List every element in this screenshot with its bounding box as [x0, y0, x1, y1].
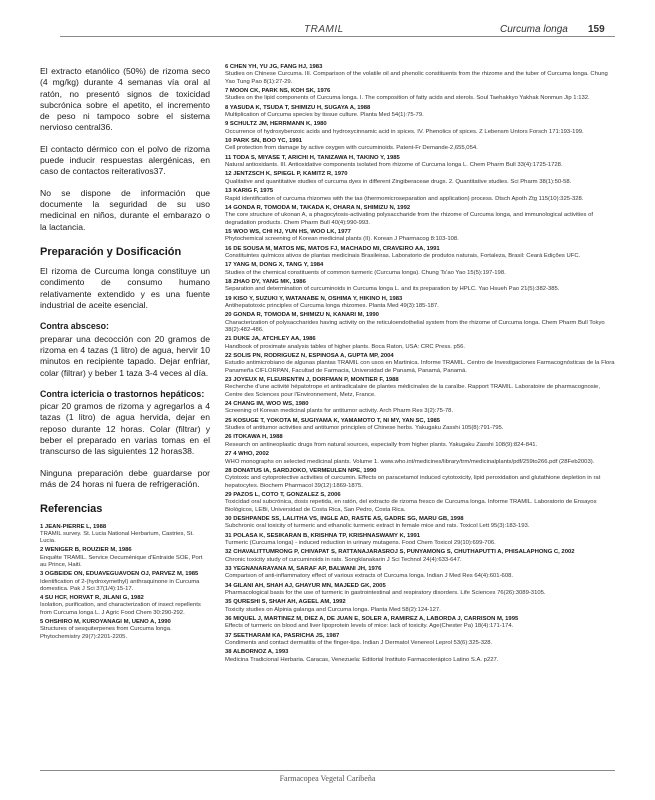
reference-head: 25 KOSUGE T, YOKOTA M, SUGIYAMA K, YAMAMOTO T, NI MY, YAN SC, 1985	[225, 417, 441, 424]
reference-item	[225, 262, 617, 277]
reference-head: 1 JEAN-PIERRE L, 1988	[40, 523, 107, 530]
series-title: TRAMIL	[304, 24, 344, 35]
species-title: Curcuma longa	[500, 24, 568, 35]
reference-item	[225, 599, 617, 614]
prep-subheading: Contra ictericia o trastornos hepáticos:	[40, 388, 205, 399]
reference-item	[225, 246, 617, 261]
reference-item	[225, 229, 617, 244]
reference-head: 8 YASUDA K, TSUDA T, SHIMIZU H, SUGAYA A, 1988	[225, 104, 371, 111]
section-heading-references: Referencias	[40, 503, 103, 516]
header-rule	[60, 36, 615, 37]
reference-body: Natural antioxidants. III. Antioxidative components isolated from rhizome of Curcuma longa L. Chem Pharm Bull 33(4):1725-1728.	[225, 162, 563, 169]
reference-body: Research on antineoplastic drugs from natural sources, especially from higher plants. Yakugaku Zasshi 108(9):824-841.	[225, 441, 538, 448]
reference-head: 17 YANG M, DONG X, TANG Y, 1984	[225, 262, 324, 269]
reference-item	[225, 105, 617, 120]
reference-body: Structures of sesquiterpenes from Curcuma longa. Phytochemistry 29(7):2201-2205.	[40, 626, 172, 640]
reference-head: 3 OGBEIDE ON, EDUAVEGUAVOEN OJ, PARVEZ M, 1985	[40, 571, 199, 578]
reference-item	[225, 401, 617, 416]
reference-body: Effects of turmeric on blood and liver lipoprotein levels of mice: lack of toxicity. Age(Chester Pa) 18(4):171-174.	[225, 623, 514, 630]
reference-item	[225, 583, 617, 598]
reference-body: Subchronic oral toxicity of turmeric and ethanolic turmeric extract in female mice and rats. Toxicol Lett 95(3):183-193.	[225, 523, 530, 530]
reference-head: 27 4 WHO, 2002	[225, 451, 269, 458]
reference-head: 5 OHSHIRO M, KUROYANAGI M, UENO A, 1990	[40, 619, 171, 626]
reference-body: Separation and determination of curcuminoids in Curcuma longa L. and its preparation by HPLC. Yao Hsueh Pao 21(5):382-385.	[225, 286, 560, 293]
reference-body: TRAMIL survey. St. Lucia National Herbarium, Castries, St. Lucia.	[40, 530, 194, 545]
reference-head: 38 ALBORNOZ A, 1993	[225, 649, 289, 656]
reference-head: 4 SU HCF, HORVAT R, JILANI G, 1982	[40, 595, 144, 602]
reference-item	[40, 524, 210, 546]
paragraph: El extracto etanólico (50%) de rizoma seco (4 mg/kg) durante 4 semanas vía oral al ratón, no presentó signos de toxicidad subcrónica sobre el apetito, el incremento de peso ni tampoco sobre el sistema nervioso central36.	[40, 66, 210, 133]
reference-item	[225, 88, 617, 103]
reference-head: 16 DE SOUSA M, MATOS ME, MATOS FJ, MACHADO MI, CRAVEIRO AA, 1991	[225, 245, 440, 252]
reference-body: Pharmacological basis for the use of turmeric in gastrointestinal and respiratory disorders. Life Sciences 76(26):3089-3105.	[225, 590, 546, 596]
reference-body: Studies of antitumor activities and antitumor principles of Chinese herbs. Yakugaku Zasshi 105(8):791-795.	[225, 425, 504, 432]
reference-list-left	[40, 524, 210, 641]
reference-head: 36 MIQUEL J, MARTINEZ M, DIEZ A, DE JUAN E, SOLER A, RAMIREZ A, LABORDA J, CARRISON M, 1995	[225, 616, 519, 623]
reference-item	[225, 312, 617, 334]
prep-warning: Ninguna preparación debe guardarse por más de 24 horas ni fuera de refrigeración.	[40, 467, 210, 489]
reference-head: 6 CHEN YH, YU JG, FANG HJ, 1983	[225, 64, 323, 70]
reference-body: The core structure of ukonan A, a phagocytosis-activating polysaccharide from the rhizome of Curcuma longa, and immunological activities of degradation products. Chem Pharm Bull 40(4):990-993.	[225, 212, 594, 226]
reference-head: 21 DUKE JA, ATCHLEY AA, 1986	[225, 336, 316, 343]
reference-item	[225, 633, 617, 648]
reference-head: 14 GONDA R, TOMODA M, TAKADA K, OHARA N, SHIMIZU N, 1992	[225, 204, 411, 211]
prep-subheading: Contra absceso:	[40, 321, 109, 332]
reference-head: 18 ZHAO DY, YANG MK, 1986	[225, 278, 306, 285]
reference-item	[225, 616, 617, 631]
reference-head: 30 DESHPANDE SS, LALITHA VS, INGLE AD, RASTE AS, GADRE SG, MARU GB, 1998	[225, 515, 464, 522]
prep-intro: El rizoma de Curcuma longa constituye un condimento de consumo humano relativamente extendido y es una fuente industrial de aceite esencial.	[40, 266, 210, 311]
reference-head: 37 SEETHARAM KA, PASRICHA JS, 1987	[225, 632, 340, 639]
reference-item	[225, 468, 617, 490]
reference-body: Studies on Chinese Curcuma. III. Comparison of the volatile oil and phenolic constituents from the rhizome and the tuber of Curcuma longa. Chung Yao Tung Pao 8(1):27-29.	[225, 71, 608, 85]
reference-body: Characterization of polysaccharides having activity on the reticuloendothelial system from the rhizome of Curcuma longa. Chem Pharm Bull Tokyo 38(2):482-486.	[225, 319, 605, 333]
right-column-references	[225, 64, 617, 666]
left-column	[40, 66, 210, 643]
reference-head: 31 POLASA K, SESIKARAN B, KRISHNA TP, KRISHNASWAMY K, 1991	[225, 532, 421, 539]
reference-body: WHO monographs on selected medicinal plants. Volume 1. www.who.int/medicines/library/trm/medicinalplants/pdf/259to266.pdf (28Feb2003).	[225, 458, 595, 465]
reference-head: 2 WENIGER B, ROUZIER M, 1986	[40, 547, 132, 554]
reference-item	[225, 121, 617, 136]
reference-body: Screening of Korean medicinal plants for antitumor activity. Arch Pharm Res 3(2):75-78.	[225, 408, 454, 415]
prep-text: picar 20 gramos de rizoma y agregarlos a 4 tazas (1 litro) de agua hervida, dejar en reposo durante 12 horas. Colar (filtrar) y beber el preparado en varias tomas en el transcurso de las siguientes 12 horas38.	[40, 401, 210, 457]
reference-body: Recherche d'une activité hépatotrope et antiradicalaire de plantes médicinales de la caraïbe. Rapport TRAMIL. Laboratoire de pharmacognosie, Centre des Sciences pour l'Environnement, Metz, France.	[225, 384, 600, 398]
reference-body: Turmeric (Curcuma longa) - induced reduction in urinary mutagens. Food Chem Toxicol 29(10):699-706.	[225, 539, 496, 546]
reference-item	[225, 171, 617, 186]
reference-body: Multiplication of Curcuma species by tissue culture. Planta Med 54(1):75-79.	[225, 112, 424, 119]
reference-head: 29 PAZOS L, COTO T, GONZALEZ S, 2006	[225, 491, 341, 498]
reference-item	[225, 451, 617, 466]
reference-head: 35 QURESHI S, SHAH AH, AGEEL AM, 1992	[225, 599, 346, 606]
reference-head: 23 JOYEUX M, FLEURENTIN J, DORFMAN P, MONTIER F, 1988	[225, 377, 399, 384]
reference-item	[225, 138, 617, 153]
reference-head: 28 DONATUS IA, SARDJOKO, VERMEULEN NPE, 1990	[225, 467, 377, 474]
reference-head: 10 PARK SN, BOO YC, 1991	[225, 138, 303, 145]
reference-body: Comparison of anti-inflammatory effect of various extracts of Curcuma longa. Indian J Med Res 64(4):601-608.	[225, 573, 514, 580]
paragraph: No se dispone de información que documente la seguridad de su uso medicinal en niños, durante el embarazo o la lactancia.	[40, 187, 210, 232]
reference-body: Enquête TRAMIL. Service Oecuménique d'Entraide SOE, Port au Prince, Haiti.	[40, 554, 203, 568]
page-header	[0, 0, 655, 56]
reference-item	[225, 418, 617, 433]
reference-body: Studies on the lipid components of Curcuma longa. I. The composition of fatty acids and sterols. Soul Taehakkyo Yakhak Nonmun Jip 1:132.	[225, 95, 590, 102]
reference-head: 26 ITOKAWA H, 1988	[225, 434, 283, 441]
reference-body: Qualitative and quantitative studies of curcuma dyes in different Zingiberaceae drugs. 2. Quantitative studies. Sci Pharm 38(1):50-58.	[225, 178, 572, 185]
reference-head: 34 GILANI AH, SHAH AJ, GHAYUR MN, MAJEED GK, 2005	[225, 582, 386, 589]
footer-title: Farmacopea Vegetal Caribeña	[279, 774, 376, 783]
section-heading-preparation: Preparación y Dosificación	[40, 245, 182, 258]
reference-item	[225, 377, 617, 399]
reference-item	[225, 336, 617, 351]
reference-head: 33 YEGNANARAYANA M, SARAF AP, BALWANI JH, 1976	[225, 565, 382, 572]
reference-head: 9 SCHULTZ JM, HERRMANN K, 1980	[225, 121, 327, 128]
reference-item	[225, 296, 617, 311]
reference-item	[40, 571, 210, 593]
paragraph: El contacto dérmico con el polvo de rizoma puede inducir respuestas alergénicas, en caso de contactos reiterativos37.	[40, 143, 210, 177]
reference-item	[225, 434, 617, 449]
prep-text: preparar una decocción con 20 gramos de rizoma en 4 tazas (1 litro) de agua, hervir 10 minutos en recipiente tapado. Dejar enfriar, colar (filtrar) y beber 1 taza 3-4 veces al día.	[40, 333, 210, 378]
reference-item	[225, 492, 617, 514]
reference-body: Toxicidad oral subcrónica, dosis repetida, en ratón, del extracto de rizoma fresco de Curcuma longa. Informe TRAMIL. Laboratorio de Ensayos Biológicos, LEBi, Universidad de Costa Rica, San Pedro, Costa Rica.	[225, 499, 597, 513]
reference-body: Toxicity studies on Alpinia galanga and Curcuma longa. Planta Med 58(2):124-127.	[225, 606, 441, 613]
reference-head: 32 CHAVALITTUMRONG P, CHIVAPAT S, RATTANAJARASROJ S, PUNYAMONG S, CHUTHAPUTTI A, PHISALAPHONG C, 2002	[225, 549, 575, 556]
reference-item	[40, 619, 210, 641]
footer-rule	[40, 770, 615, 771]
reference-body: Estudio antimicrobiano de algunas plantas TRAMIL con usos en Martinica. Informe TRAMIL. Centro de Investigaciones Farmacognósticas de la Flora Panameña CIFLORPAN, Facultad de Farmacia, Universidad de Panamá, Panamá, Panamá.	[225, 360, 615, 374]
reference-body: Isolation, purification, and characterization of insect repellents from Curcuma longa L. J Agric Food Chem 30:290-292.	[40, 602, 201, 616]
reference-item	[225, 549, 617, 564]
reference-body: Occurrence of hydroxybenzoic acids and hydroxycinnamic acid in spices. IV. Phenolics of spices. Z Lebensm Untors Forsch 171:193-199.	[225, 128, 584, 135]
reference-head: 22 SOLIS PN, RODRIGUEZ N, ESPINOSA A, GUPTA MP, 2004	[225, 353, 394, 360]
reference-item	[225, 205, 617, 227]
reference-head: 13 KARIG F, 1975	[225, 188, 274, 195]
reference-item	[225, 649, 617, 664]
page-number: 159	[588, 24, 605, 35]
reference-item	[40, 547, 210, 569]
reference-item	[225, 279, 617, 294]
reference-body: Phytochemical screening of Korean medicinal plants (II). Korean J Pharmacog 8:103-108.	[225, 236, 459, 243]
reference-body: Medicina Tradicional Herbaria. Caracas, Venezuela: Editorial Instituto Farmacoterápico Latino S.A. p227.	[225, 656, 499, 663]
reference-head: 20 GONDA R, TOMODA M, SHIMIZU N, KANARI M, 1990	[225, 312, 379, 319]
reference-head: 7 MOON CK, PARK NS, KOH SK, 1976	[225, 88, 331, 95]
reference-body: Identification of 2-(hydroxymethyl) anthraquinone in Curcuma domestica. Pak J Sci 37(1/4):15-17.	[40, 578, 200, 592]
reference-body: Cytotoxic and cytoprotective activities of curcumin. Effects on paracetamol induced cytotoxicity, lipid peroxidation and glutathione depletion in rat hepatocytes. Biochem Pharmacol 39(12):1869-1875.	[225, 475, 601, 489]
reference-head: 19 KISO Y, SUZUKI Y, WATANABE N, OSHIMA Y, HIKINO H, 1983	[225, 295, 403, 302]
reference-item	[225, 533, 617, 548]
reference-body: Antihepatotoxic principles of Curcuma longa rhizomes. Planta Med 49(3):185-187.	[225, 302, 439, 309]
reference-head: 15 WOO WS, CHI HJ, YUN HS, WOO LK, 1977	[225, 228, 351, 235]
reference-body: Cell protection from damage by active oxygen with curcuminoids. Patent-Fr Demande-2,655,054.	[225, 145, 478, 152]
reference-body: Rapid identification of curcuma rhizomes with the tas (thermomicroseparation and application) process. Dtsch Apoth Ztg 115(10):325-328.	[225, 195, 584, 202]
reference-item	[40, 595, 210, 617]
reference-item	[225, 516, 617, 531]
reference-item	[225, 353, 617, 375]
reference-item	[225, 155, 617, 170]
reference-item	[225, 566, 617, 581]
reference-body: Handbook of proximate analysis tables of higher plants. Boca Raton, USA: CRC Press. p56.	[225, 343, 466, 350]
reference-body: Constituintes químicos ativos de plantas medicinais Brasileiras. Laboratorio de produtos naturais, Fortaleza, Brasil: Ceará Edições UFC.	[225, 252, 581, 259]
reference-item	[225, 64, 617, 86]
reference-body: Chronic toxicity study of curcuminoids in rats. Songklanakarin J Sci Technol 24(4):633-647.	[225, 556, 462, 563]
reference-head: 24 CHANG IM, WOO WS, 1980	[225, 401, 309, 408]
reference-item	[225, 188, 617, 203]
reference-head: 12 JENTZSCH K, SPIEGL P, KAMITZ R, 1970	[225, 171, 348, 178]
reference-head: 11 TODA S, MIYASE T, ARICHI H, TANIZAWA H, TAKINO Y, 1985	[225, 154, 400, 161]
reference-body: Condiments and contact dermatitis of the finger-tips. Indian J Dermatol Venereol Leprol 53(6):325-328.	[225, 640, 493, 647]
reference-body: Studies of the chemical constituents of common turmeric (Curcuma longa). Chung Ts'ao Yao 15(5):197-198.	[225, 269, 506, 276]
